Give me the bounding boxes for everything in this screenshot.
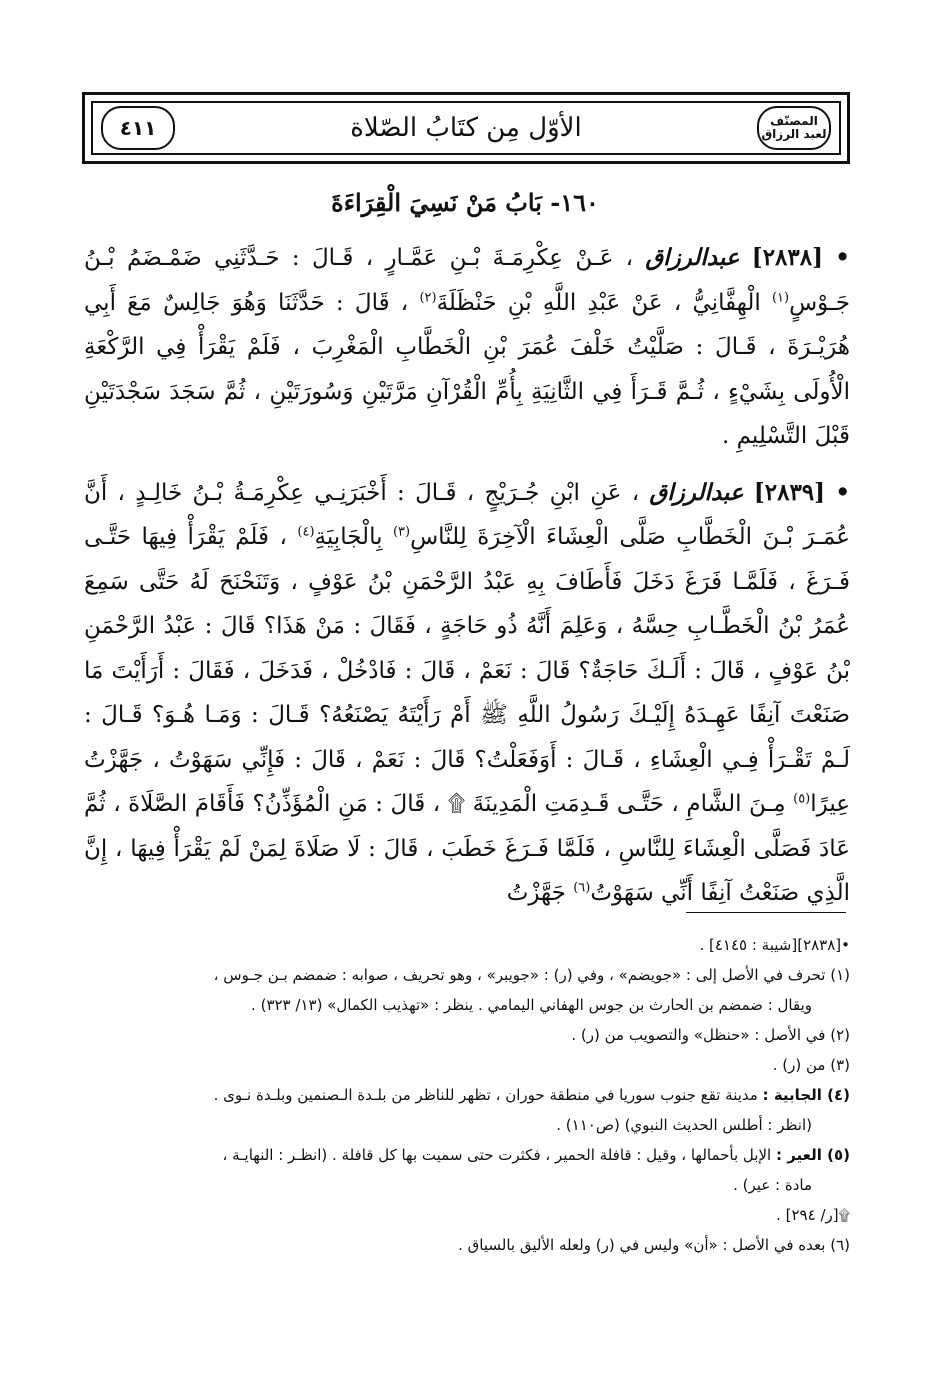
footnote-4-text: مدينة تقع جنوب سوريا في منطقة حوران ، تظهر للناظر من بلـدة الـصنمين وبلـدة نـوى . [213, 1086, 758, 1104]
footnote-ref: (٦) [573, 880, 591, 896]
narrator-name: عبدالرزاق [645, 244, 740, 271]
hadith-text: ، عَـنْ عِكْرِمَـةَ بْـنِ عَمَّـارٍ ، قَـالَ : حَـدَّثَنِي ضَمْـضَمُ بْـنُ جَـوْسٍ [84, 245, 850, 316]
hadith-text: جَهَّزْتُ [506, 880, 566, 906]
footnote-4 [84, 1080, 850, 1110]
narrator-name: عبدالرزاق [649, 478, 744, 506]
footnote-3: (٣) من (ر) . [772, 1056, 850, 1074]
publisher-logo-ornament [749, 103, 839, 153]
hadith-text: ، عَنِ ابْنِ جُـرَيْجٍ ، قَـالَ : أَخْبَرَنِـي عِكْرِمَـةُ بْـنُ خَالِـدٍ ، أَنَّ عُمَـرَ بْـنَ الْخَطَّابِ صَلَّى الْعِشَاءَ الْآخِرَةَ لِلنَّاسِ [84, 479, 851, 550]
hadith-2839 [84, 471, 850, 916]
hadith-text: مِـنَ الشَّامِ ، حَتَّـى قَـدِمَتِ الْمَدِينَةَ ۩ ، قَالَ : مَنِ الْمُؤَذِّنُ؟ فَأَقَامَ الصَّلَاةَ ، ثُمَّ عَادَ فَصَلَّى الْعِشَاءَ لِلنَّاسِ ، فَلَمَّا فَـرَغَ خَطَبَ ، قَالَ : لَا صَلَاةَ لِمَنْ لَمْ يَقْرَأْ فِيهَا ، إِنَّ الَّذِي صَنَعْتُ آنِفًا أَنِّي سَهَوْتُ [84, 791, 850, 906]
footnote-1-continued: ويقال : ضمضم بن الحارث بن جوس الهفاني اليمامي . ينظر : «تهذيب الكمال» (١٣/ ٣٢٣) . [251, 996, 812, 1014]
hadith-text: ، قَالَ : حَدَّثَنَا وَهُوَ جَالِسٌ مَعَ أَبِي هُرَيْـرَةَ ، قَـالَ : صَلَّيْتُ خَلْفَ عُمَرَ بْنِ الْخَطَّابِ الْمَغْرِبَ ، فَلَمْ يَقْرَأْ فِي الرَّكْعَةِ الْأُولَى بِشَيْءٍ ، ثُـمَّ قَـرَأَ فِي الثَّانِيَةِ بِأُمِّ الْقُرْآنِ مَرَّتَيْنِ وَسُورَتَيْنِ ، ثُمَّ سَجَدَ سَجْدَتَيْنِ قَبْلَ التَّسْلِيمِ . [84, 289, 850, 449]
footnote-ref: (٣) [392, 524, 411, 540]
footnote-5-continued: مادة : عير) . [733, 1176, 812, 1194]
page-number: ٤١١ [101, 106, 175, 150]
bullet-icon: • [835, 478, 851, 506]
hadith-number: [٢٨٣٨] [751, 244, 823, 271]
hadith-number: [٢٨٣٩] [753, 478, 826, 506]
hadith-2838 [84, 236, 850, 459]
header-inner-border [91, 101, 841, 155]
cross-reference: •[٢٨٣٨][شيبة : ٤١٤٥] . [699, 936, 850, 954]
page-number-ornament [93, 103, 183, 153]
footnote-5-text: الإبل بأحمالها ، وقيل : قافلة الحمير ، فكثرت حتى سميت بها كل قافلة . (انظـر : النهايـة ، [222, 1146, 772, 1164]
footnote-separator [686, 912, 846, 913]
footnote-5-term: (٥) العير : [775, 1146, 850, 1164]
footnote-2: (٢) في الأصل : «حنظل» والتصويب من (ر) . [571, 1026, 850, 1044]
main-text [84, 236, 850, 928]
running-title [213, 113, 719, 143]
page-header-frame [82, 92, 850, 164]
hadith-text: ، فَلَمْ يَقْرَأْ فِيهَا حَتَّـى فَـرَغَ ، فَلَمَّـا فَرَغَ دَخَلَ فَأَطَافَ بِهِ عَبْدُ الرَّحْمَنِ بْنُ عَوْفٍ ، وَتَنَحْنَحَ لَهُ حَتَّى سَمِعَ عُمَرُ بْنُ الْخَطَّـابِ حِسَّهُ ، وَعَلِمَ أَنَّهُ ذُو حَاجَةٍ ، فَقَالَ : مَنْ هَذَا؟ قَالَ : عَبْدُ الرَّحْمَنِ بْنُ عَوْفٍ ، قَالَ : أَلَـكَ حَاجَةٌ؟ قَالَ : نَعَمْ ، قَالَ : فَادْخُلْ ، فَدَخَلَ ، فَقَالَ : أَرَأَيْتَ مَا صَنَعْتَ آنِفًا عَهِـدَهُ إِلَيْـكَ رَسُولُ اللَّهِ ﷺ أَمْ رَأَيْتَهُ يَصْنَعُهُ؟ قَـالَ : وَمَـا هُـوَ؟ قَـالَ : لَـمْ تَقْـرَأْ فِـي الْعِشَاءِ ، قَـالَ : أَوَفَعَلْتُ؟ قَالَ : نَعَمْ ، قَالَ : فَإِنِّي سَهَوْتُ ، جَهَّزْتُ عِيرًا [84, 524, 850, 817]
footnote-ref: (٥) [793, 791, 811, 807]
footnote-4-term: (٤) الجابية : [762, 1086, 850, 1104]
footnote-ref: (١) [771, 289, 790, 305]
footnote-ref: (٢) [419, 289, 437, 305]
footnote-6: (٦) بعده في الأصل : «أن» وليس في (ر) ولعله الأليق بالسياق . [458, 1236, 850, 1254]
footnote-1: (١) تحرف في الأصل إلى : «جويضم» ، وفي (ر) : «جويبر» ، وهو تحريف ، صوابه : ضمضم بـن جـوس ، [213, 966, 850, 984]
footnote-5 [84, 1140, 850, 1170]
hadith-text: بِالْجَابِيَةِ [314, 524, 383, 550]
chapter-heading: ١٦٠- بَابُ مَنْ نَسِيَ الْقِرَاءَةَ [331, 188, 599, 217]
folio-reference: ۩[ر/ ٢٩٤] . [776, 1206, 850, 1224]
hadith-text: الْهِفَّانِيُّ ، عَنْ عَبْدِ اللَّهِ بْنِ حَنْظَلَةَ [436, 289, 761, 316]
footnote-ref: (٤) [297, 524, 315, 540]
running-title-text: الأوّل مِن كتَابُ الصّلاة [350, 113, 582, 143]
footnote-4-continued: (انظر : أطلس الحديث النبوي) (ص١١٠) . [556, 1116, 812, 1134]
bullet-icon: • [835, 244, 850, 271]
footnotes [84, 930, 850, 1260]
publisher-logo: المصنّف لعبد الرزاق [757, 106, 831, 150]
